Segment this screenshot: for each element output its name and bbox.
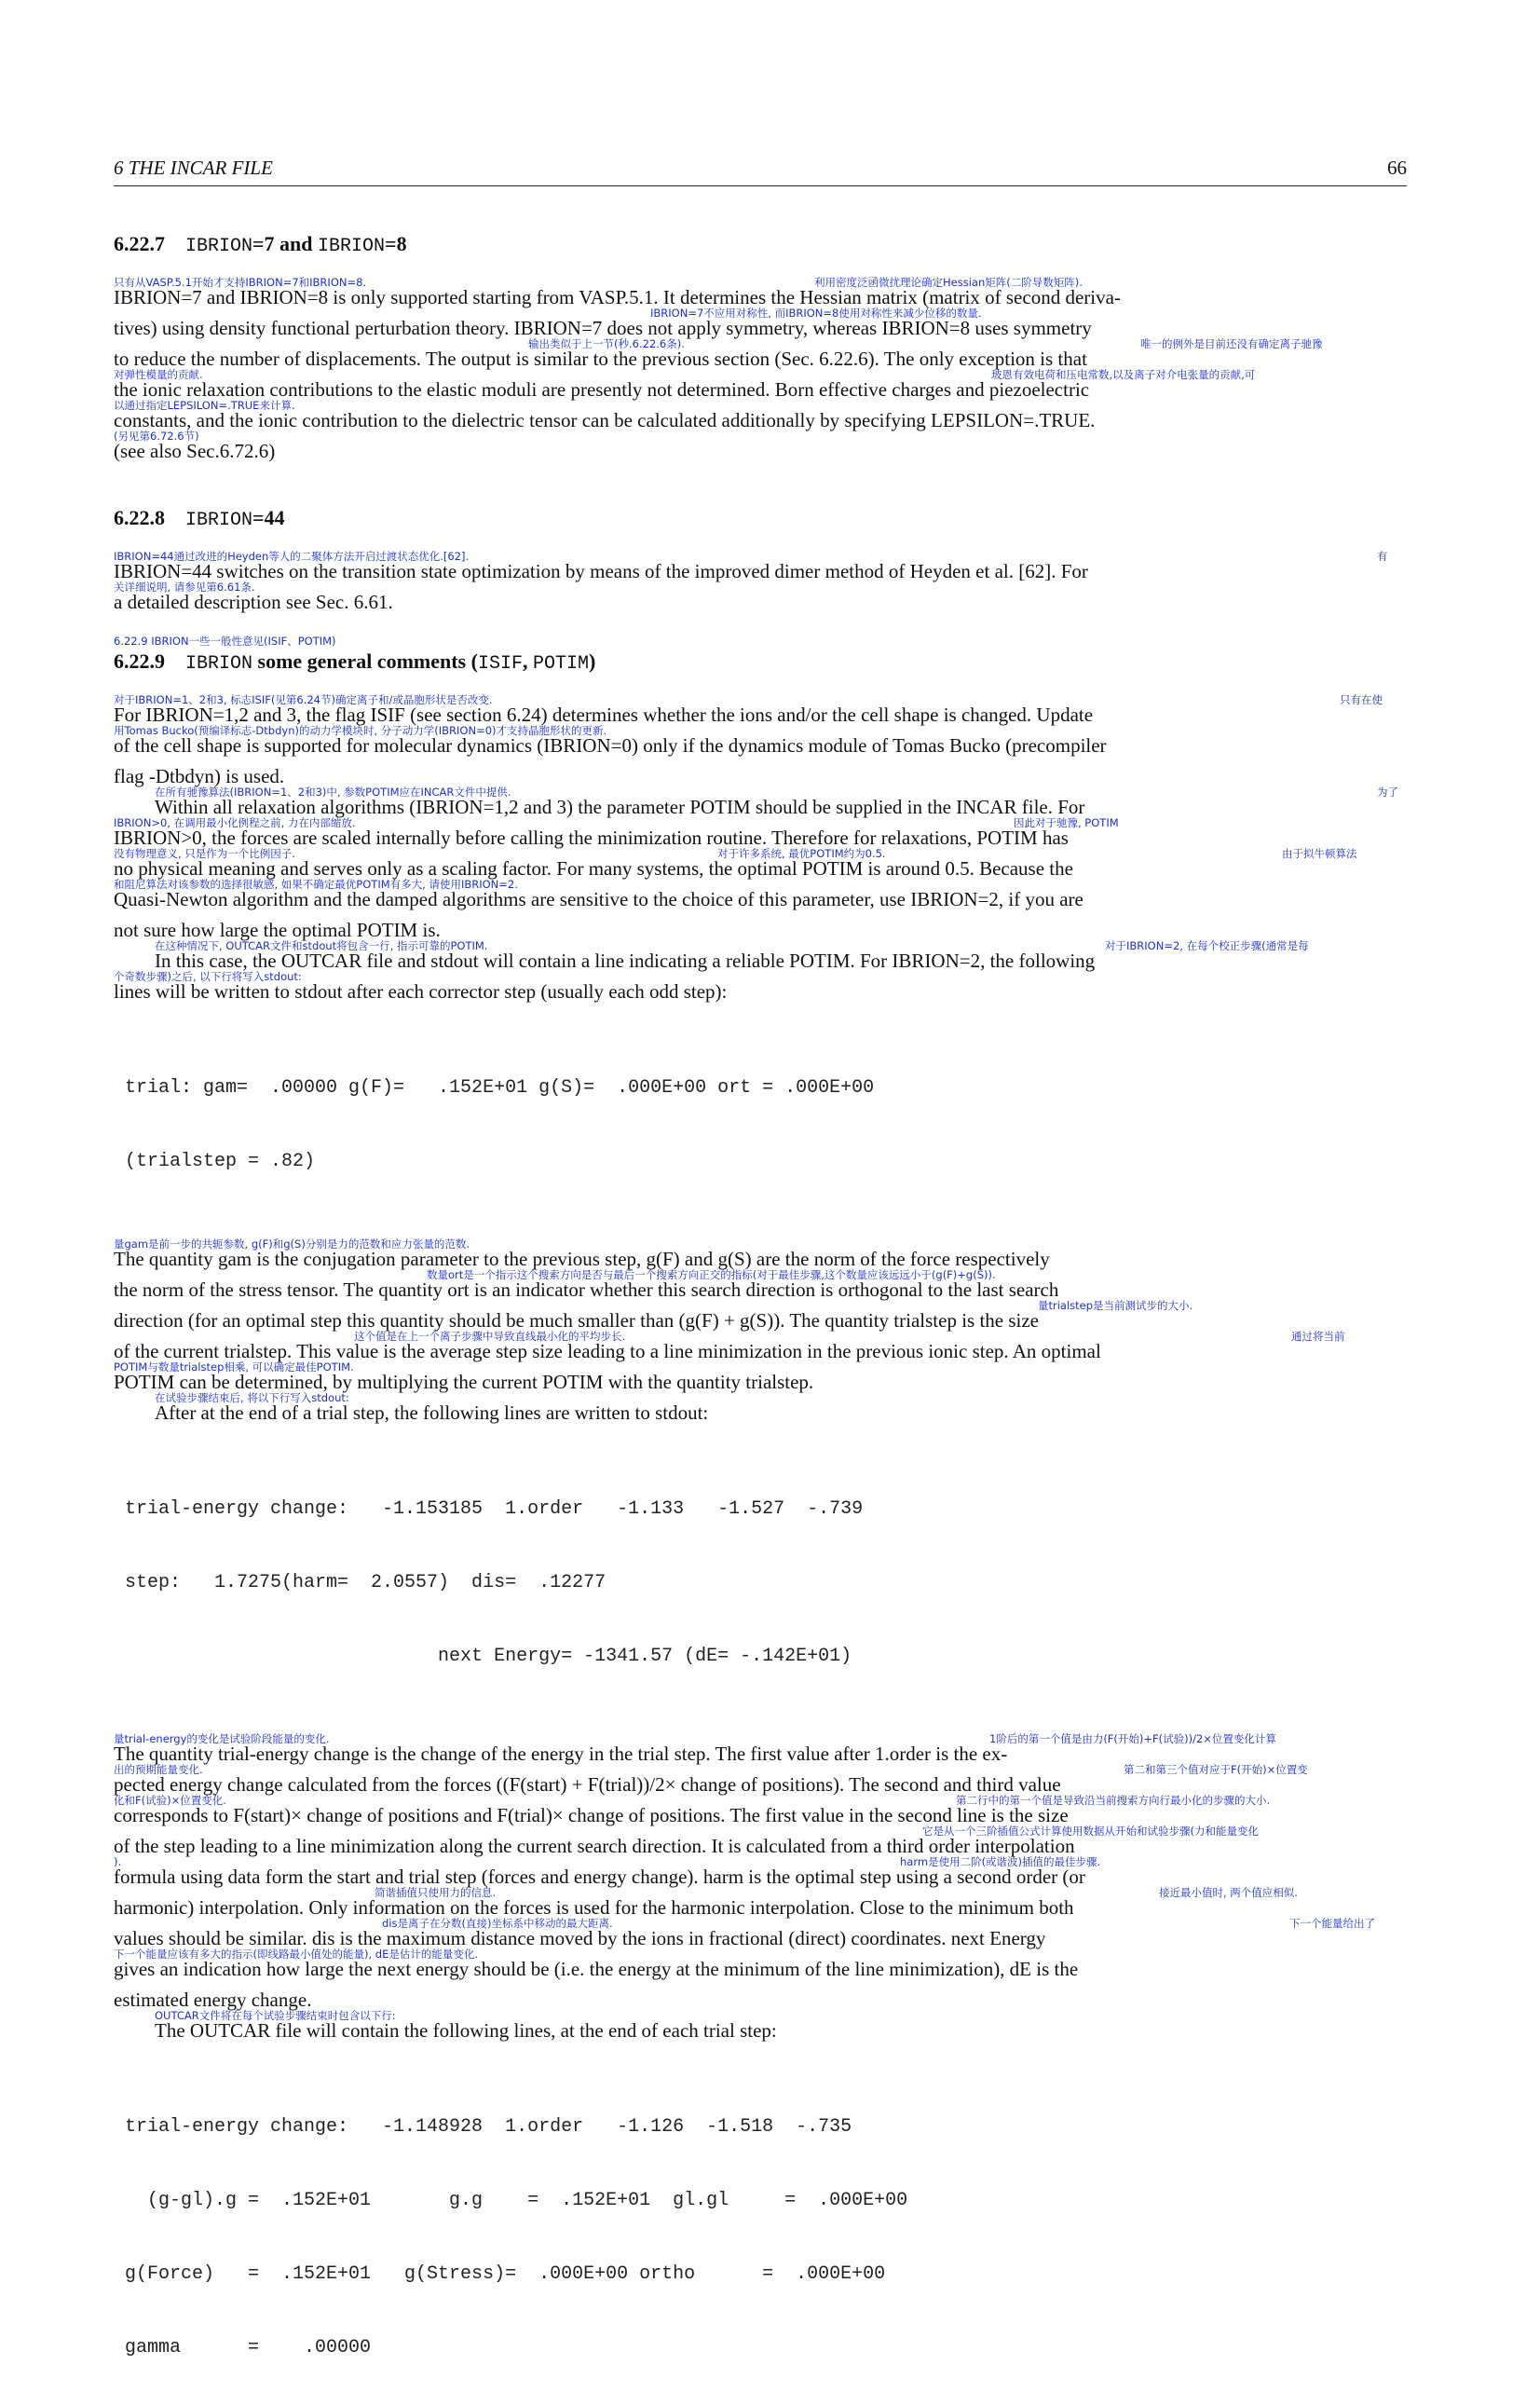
paragraph-outcar-lines xyxy=(114,2009,1407,2046)
translation-note: 量trialstep是当前测试步的大小. xyxy=(1038,1299,1193,1312)
translation-note: 量trial-energy的变化是试验阶段能量的变化. xyxy=(114,1732,330,1745)
section-6-22-8 xyxy=(114,505,1407,618)
translation-note: 输出类似于上一节(秒.6.22.6条). xyxy=(528,337,685,350)
header-section-title: 6 THE INCAR FILE xyxy=(114,157,273,179)
translation-note: 出的预期能量变化. xyxy=(114,1763,203,1776)
code-block-trial-energy xyxy=(125,1451,1407,1715)
text-line: 没有物理意义, 只是作为一个比例因子. 对于许多系统, 最优POTIM约为0.5. 由于拟牛顿算法 no physical meaning and serves only as a scaling factor. For many systems, the optimal POTIM is around 0.5. Because the xyxy=(114,847,1357,880)
translation-note: 量gam是前一步的共轭参数, g(F)和g(S)分别是力的范数和应力张量的范数. xyxy=(114,1237,470,1251)
translation-note: 有 xyxy=(1377,550,1388,563)
paragraph-gam-ort xyxy=(114,1237,1407,1398)
text-line: dis是离子在分数(直接)坐标系中移动的最大距离. 下一个能量给出了 values should be similar. dis is the maximum distance moved by the ions in fractional (direct) coordinates. next Energy xyxy=(114,1917,1375,1949)
text-line: (另见第6.72.6节) (see also Sec.6.72.6) xyxy=(114,430,276,462)
text-line: 以通过指定LEPSILON=.TRUE来计算. constants, and the ionic contribution to the dielectric tensor can be calculated additionally by specifying LEPSILON=.TRUE. xyxy=(114,399,1096,431)
text-line: 简谐插值只使用力的信息. 接近最小值时, 两个值应相似. harmonic) interpolation. Only information on the forces is used for the harmonic interpolation. Close to the minimum both xyxy=(114,1886,1298,1919)
translation-note: 下一个能量应该有多大的指示(即线路最小值处的能量), dE是估计的能量变化. xyxy=(114,1948,479,1961)
text-line: 和阻尼算法对该参数的选择很敏感, 如果不确定最优POTIM有多大, 请使用IBRION=2. Quasi-Newton algorithm and the damped algorithms are sensitive to the choice of this parameter, use IBRION=2, if you are xyxy=(114,878,1083,910)
text-line: 输出类似于上一节(秒.6.22.6条). 唯一的例外是目前还没有确定离子驰豫 to reduce the number of displacements. The output is similar to the previous section (Sec. 6.22.6). The only exception is that xyxy=(114,337,1323,370)
translation-note: 化和F(试验)×位置变化. xyxy=(114,1794,226,1807)
code-line: (g-gl).g = .152E+01 g.g = .152E+01 gl.gl = .000E+00 xyxy=(125,2190,908,2211)
paragraph-ibrion-7-8 xyxy=(114,276,1407,467)
translation-note: 对于IBRION=1、2和3, 标志ISIF(见第6.24节)确定离子和/或晶胞形状是否改变. xyxy=(114,693,493,706)
code-block-outcar xyxy=(125,2069,1407,2406)
section-6-22-9 xyxy=(114,635,1407,2406)
text-line: 化和F(试验)×位置变化. 第二行中的第一个值是导致沿当前搜索方向行最小化的步骤的大小. corresponds to F(start)× change of positions and F(trial)× change of positions. The first value in the second line is the size xyxy=(114,1794,1271,1826)
text-line: 它是从一个三阶插值公式计算使用数据从开始和试验步骤(力和能量变化 of the step leading to a line minimization along the current search direction. It is calculated from a third order interpolation xyxy=(114,1825,1259,1857)
text-line: ). harm是使用二阶(或谐波)插值的最佳步骤. formula using data form the start and trial step (forces and energy change). harm is the optimal step using a second order (or xyxy=(114,1855,1101,1888)
section-heading-block-6-22-9 xyxy=(114,635,1407,676)
translation-note: 在试验步骤结束后, 将以下行写入stdout: xyxy=(155,1391,349,1404)
section-6-22-7 xyxy=(114,231,1407,467)
paragraph-after-trial-step xyxy=(114,1391,1407,1429)
paragraph-isif xyxy=(114,693,1407,792)
translation-note: 没有物理意义, 只是作为一个比例因子. xyxy=(114,847,295,860)
text-line: 出的预期能量变化. 第二和第三个值对应于F(开始)×位置变 pected energy change calculated from the forces ((F(start) + F(trial))/2× change of positions). The second and third value xyxy=(114,1763,1308,1796)
text-line: IBRION=44通过改进的Heyden等人的二聚体方法开启过渡状态优化.[62]. 有 IBRION=44 switches on the transition state optimization by means of the improved dimer method of Heyden et al. [62]. For xyxy=(114,550,1388,582)
paragraph-trial-energy-change xyxy=(114,1732,1407,2016)
translation-note: 数量ort是一个指示这个搜索方向是否与最后一个搜索方向正交的指标(对于最佳步骤,这个数量应该远远小于(g(F)+g(S)). xyxy=(427,1268,996,1281)
translation-note: 6.22.9 IBRION一些一般性意见(ISIF、POTIM) xyxy=(114,635,336,648)
translation-note: IBRION=7不应用对称性, 而IBRION=8使用对称性来减少位移的数量. xyxy=(650,307,982,320)
translation-note: 对弹性模量的贡献. xyxy=(114,368,203,381)
translation-note: 用Tomas Bucko(预编译标志-Dtbdyn)的动力学模块时, 分子动力学(IBRION=0)才支持晶胞形状的更新. xyxy=(114,724,607,737)
section-heading-6-22-8: 6.22.8 IBRION=44 xyxy=(114,506,285,531)
code-line: trial: gam= .00000 g(F)= .152E+01 g(S)= .000E+00 ort = .000E+00 xyxy=(125,1077,875,1099)
paragraph-potim xyxy=(114,786,1407,946)
translation-note: 玻恩有效电荷和压电常数,以及离子对介电张量的贡献,可 xyxy=(991,368,1256,381)
section-heading-6-22-7: 6.22.7 IBRION=7 and IBRION=8 xyxy=(114,232,407,257)
code-line: trial-energy change: -1.148928 1.order -1.126 -1.518 -.735 xyxy=(125,2116,852,2138)
translation-note: 个奇数步骤)之后, 以下行将写入stdout: xyxy=(114,970,302,983)
translation-note: 这个值是在上一个离子步骤中导致直线最小化的平均步长. xyxy=(354,1330,626,1343)
text-line: 量trialstep是当前测试步的大小. direction (for an optimal step this quantity should be much smaller than (g(F) + g(S)). The quantity trialstep is the size xyxy=(114,1299,1193,1332)
translation-note: 只有在使 xyxy=(1340,693,1383,706)
translation-note: 在这种情况下, OUTCAR文件和stdout将包含一行, 指示可靠的POTIM. xyxy=(155,939,488,952)
text-line: IBRION=7不应用对称性, 而IBRION=8使用对称性来减少位移的数量. tives) using density functional perturbation theory. IBRION=7 does not apply symmetry, whereas IBRION=8 uses symmetry xyxy=(114,307,1092,339)
translation-note: 唯一的例外是目前还没有确定离子驰豫 xyxy=(1140,337,1323,350)
text-line: 关详细说明, 请参见第6.61条. a detailed description see Sec. 6.61. xyxy=(114,581,393,613)
text-line: 用Tomas Bucko(预编译标志-Dtbdyn)的动力学模块时, 分子动力学(IBRION=0)才支持晶胞形状的更新. of the cell shape is supported for molecular dynamics (IBRION=0) only if the dynamics module of Tomas Bucko (precompiler xyxy=(114,724,1107,757)
code-line: g(Force) = .152E+01 g(Stress)= .000E+00 ortho = .000E+00 xyxy=(125,2263,886,2285)
translation-note: 关详细说明, 请参见第6.61条. xyxy=(114,581,255,594)
translation-note: 只有从VASP.5.1开始才支持IBRION=7和IBRION=8. xyxy=(114,276,367,289)
paragraph-outcar-stdout xyxy=(114,939,1407,1007)
translation-note: 为了 xyxy=(1377,786,1398,799)
text-line: 对弹性模量的贡献. 玻恩有效电荷和压电常数,以及离子对介电张量的贡献,可 the ionic relaxation contributions to the elastic moduli are presently not determined. Born effective charges and piezoelectric xyxy=(114,368,1256,401)
translation-note: IBRION=44通过改进的Heyden等人的二聚体方法开启过渡状态优化.[62]. xyxy=(114,550,470,563)
code-line: trial-energy change: -1.153185 1.order -1.133 -1.527 -.739 xyxy=(125,1498,864,1520)
translation-note: 简谐插值只使用力的信息. xyxy=(375,1886,497,1899)
text-line: flag -Dtbdyn) is used. xyxy=(114,765,285,787)
translation-note: POTIM与数量trialstep相乘, 可以确定最佳POTIM. xyxy=(114,1360,354,1374)
translation-note: 以通过指定LEPSILON=.TRUE来计算. xyxy=(114,399,295,412)
text-line: IBRION>0, 在调用最小化例程之前, 力在内部缩放. 因此对于驰豫, POTIM IBRION>0, the forces are scaled internally before calling the minimization routine. Therefore for relaxations, POTIM has xyxy=(114,816,1119,849)
translation-note: 由于拟牛顿算法 xyxy=(1282,847,1357,860)
translation-note: 1阶后的第一个值是由力(F(开始)+F(试验))/2×位置变化计算 xyxy=(989,1732,1276,1745)
translation-note: 和阻尼算法对该参数的选择很敏感, 如果不确定最优POTIM有多大, 请使用IBRION=2. xyxy=(114,878,518,891)
text-line: 量trial-energy的变化是试验阶段能量的变化. 1阶后的第一个值是由力(F(开始)+F(试验))/2×位置变化计算 The quantity trial-energy change is the change of the energy in the trial step. The first value after 1.order is the ex- xyxy=(114,1732,1276,1765)
translation-note: 因此对于驰豫, POTIM xyxy=(1014,816,1119,829)
code-line: gamma = .00000 xyxy=(125,2337,372,2358)
running-header xyxy=(114,157,1407,186)
text-line: 在这种情况下, OUTCAR文件和stdout将包含一行, 指示可靠的POTIM. 对于IBRION=2, 在每个校正步骤(通常是每 In this case, the OUTCAR file and stdout will contain a line indicating a reliable POTIM. For IBRION=2, the following xyxy=(155,939,1309,972)
translation-note: dis是离子在分数(直接)坐标系中移动的最大距离. xyxy=(382,1917,613,1930)
text-line: estimated energy change. xyxy=(114,1989,312,2011)
translation-note: 对于许多系统, 最优POTIM约为0.5. xyxy=(717,847,886,860)
translation-note: OUTCAR文件将在每个试验步骤结束时包含以下行: xyxy=(155,2009,396,2022)
text-line: 下一个能量应该有多大的指示(即线路最小值处的能量), dE是估计的能量变化. gives an indication how large the next energy should be (i.e. the energy at the minimum of the line minimization), dE is the xyxy=(114,1948,1079,1980)
document-page xyxy=(114,157,1407,2358)
code-block-trial-gam xyxy=(125,1030,1407,1220)
code-line: step: 1.7275(harm= 2.0557) dis= .12277 xyxy=(125,1572,606,1593)
translation-note: IBRION>0, 在调用最小化例程之前, 力在内部缩放. xyxy=(114,816,356,829)
text-line: 个奇数步骤)之后, 以下行将写入stdout: lines will be written to stdout after each corrector step (usually each odd step): xyxy=(114,970,728,1003)
text-line: 这个值是在上一个离子步骤中导致直线最小化的平均步长. 通过将当前 of the current trialstep. This value is the average step size leading to a line minimization in the previous ionic step. An optimal xyxy=(114,1330,1345,1362)
text-line: 量gam是前一步的共轭参数, g(F)和g(S)分别是力的范数和应力张量的范数. The quantity gam is the conjugation parameter to the previous step, g(F) and g(S) are the norm of the force respectively xyxy=(114,1237,1050,1270)
paragraph-ibrion-44 xyxy=(114,550,1407,618)
translation-note: 第二和第三个值对应于F(开始)×位置变 xyxy=(1124,1763,1308,1776)
translation-note: 通过将当前 xyxy=(1291,1330,1345,1343)
translation-note: 下一个能量给出了 xyxy=(1289,1917,1375,1930)
text-line: 只有从VASP.5.1开始才支持IBRION=7和IBRION=8. 利用密度泛函微扰理论确定Hessian矩阵(二阶导数矩阵). IBRION=7 and IBRION=8 is only supported starting from VASP.5.1. It determines the Hessian matrix (matrix of second deriva- xyxy=(114,276,1121,308)
translation-note: (另见第6.72.6节) xyxy=(114,430,199,443)
translation-note: 第二行中的第一个值是导致沿当前搜索方向行最小化的步骤的大小. xyxy=(956,1794,1271,1807)
text-line: 对于IBRION=1、2和3, 标志ISIF(见第6.24节)确定离子和/或晶胞形状是否改变. 只有在使 For IBRION=1,2 and 3, the flag ISIF (see section 6.24) determines whether the ions and/or the cell shape is changed. Update xyxy=(114,693,1383,726)
translation-note: 在所有驰豫算法(IBRION=1、2和3)中, 参数POTIM应在INCAR文件中提供. xyxy=(155,786,511,799)
section-heading-6-22-9: 6.22.9 IBRION some general comments (ISIF, POTIM) xyxy=(114,649,596,675)
translation-note: harm是使用二阶(或谐波)插值的最佳步骤. xyxy=(900,1855,1101,1868)
text-line: 在试验步骤结束后, 将以下行写入stdout: After at the end of a trial step, the following lines are written to stdout: xyxy=(155,1391,709,1424)
translation-note: 接近最小值时, 两个值应相似. xyxy=(1159,1886,1298,1899)
code-line: next Energy= -1341.57 (dE= -.142E+01) xyxy=(125,1646,852,1667)
text-line: OUTCAR文件将在每个试验步骤结束时包含以下行: The OUTCAR file will contain the following lines, at the end of each trial step: xyxy=(155,2009,777,2042)
translation-note: 它是从一个三阶插值公式计算使用数据从开始和试验步骤(力和能量变化 xyxy=(922,1825,1259,1838)
page-number: 66 xyxy=(1387,157,1407,179)
text-line: not sure how large the optimal POTIM is. xyxy=(114,919,441,941)
text-line: POTIM与数量trialstep相乘, 可以确定最佳POTIM. POTIM can be determined, by multiplying the current POTIM with the quantity trialstep. xyxy=(114,1360,814,1393)
translation-note: ). xyxy=(114,1855,122,1868)
translation-note: 利用密度泛函微扰理论确定Hessian矩阵(二阶导数矩阵). xyxy=(814,276,1083,289)
text-line: 数量ort是一个指示这个搜索方向是否与最后一个搜索方向正交的指标(对于最佳步骤,这个数量应该远远小于(g(F)+g(S)). the norm of the stress tensor. The quantity ort is an indicator whether this search direction is orthogonal to the last search xyxy=(114,1268,1059,1301)
translation-note: 对于IBRION=2, 在每个校正步骤(通常是每 xyxy=(1105,939,1309,952)
text-line: 在所有驰豫算法(IBRION=1、2和3)中, 参数POTIM应在INCAR文件中提供. 为了 Within all relaxation algorithms (IBRION=1,2 and 3) the parameter POTIM should be supplied in the INCAR file. For xyxy=(155,786,1398,818)
code-line: (trialstep = .82) xyxy=(125,1151,316,1172)
